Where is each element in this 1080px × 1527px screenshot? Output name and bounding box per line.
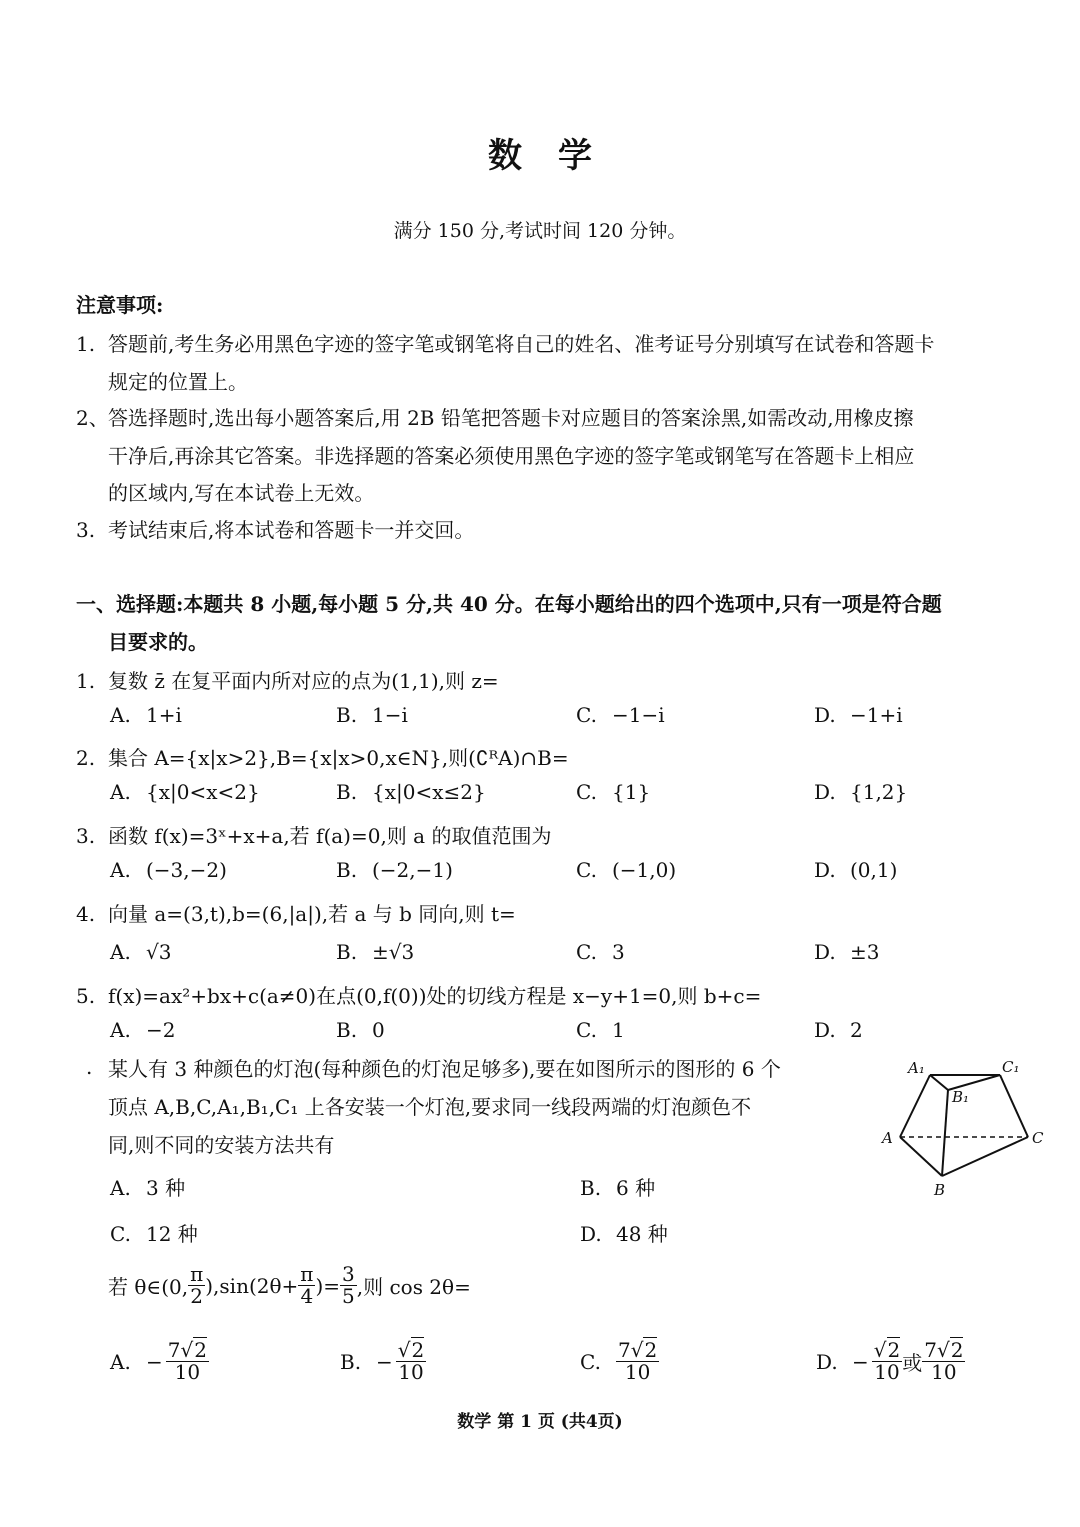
page-footer: 数学 第 1 页 (共4页) — [457, 1412, 623, 1432]
option-b: B. 1−i — [336, 703, 408, 727]
option-a: A. √3 — [110, 940, 172, 964]
question-number: 4. — [76, 902, 96, 926]
question-number: 1. — [76, 669, 96, 693]
vertex-label-c: C — [1032, 1129, 1044, 1147]
question-number: . — [86, 1055, 93, 1079]
option-a: A. 1+i — [110, 703, 182, 727]
notice-item-text: 考试结束后,将本试卷和答题卡一并交回。 — [108, 518, 475, 542]
notice-item-number: 1. — [76, 332, 96, 356]
question-5 — [76, 980, 761, 1009]
option-a: A. −2 — [110, 1018, 176, 1042]
edge-aa1 — [900, 1075, 930, 1137]
fraction-pi-over-4: $\frac{\pi}{4}$ — [300, 1262, 314, 1308]
edge-cc1 — [1000, 1075, 1028, 1137]
option-b: B. − $\frac{√2}{10}$ — [340, 1338, 425, 1384]
option-a: A. − $\frac{7√2}{10}$ — [110, 1338, 207, 1384]
option-a: A. 3 种 — [110, 1176, 186, 1200]
notice-item-text: 答题前,考生务必用黑色字迹的签字笔或钢笔将自己的姓名、准考证号分别填写在试卷和答题卡 — [108, 332, 935, 356]
option-d: D. (0,1) — [814, 858, 898, 882]
vertex-label-a: A — [882, 1129, 893, 1147]
question-1 — [76, 665, 499, 694]
notice-item-2 — [76, 402, 914, 431]
option-c: C. 1 — [576, 1018, 625, 1042]
option-b: B. ±√3 — [336, 940, 415, 964]
question-2 — [76, 742, 569, 771]
question-number: 2. — [76, 746, 96, 770]
notice-item-1 — [76, 328, 934, 357]
section-heading-cont: 目要求的。 — [108, 630, 208, 654]
vertex-label-b1: B₁ — [952, 1088, 970, 1106]
question-stem: 复数 z̄ 在复平面内所对应的点为(1,1),则 z= — [108, 669, 499, 693]
option-d: D. {1,2} — [814, 780, 908, 804]
edge-bc — [942, 1137, 1028, 1176]
vertex-label-b: B — [934, 1181, 946, 1199]
notice-item-number: 3. — [76, 518, 96, 542]
option-c: C. 3 — [576, 940, 625, 964]
option-c: C. 12 种 — [110, 1222, 198, 1246]
option-a: A. {x|0<x<2} — [110, 780, 260, 804]
question-7: 若 θ∈(0, $\frac{\pi}{2}$ ),sin(2θ+ $\frac{\pi}{4}$ )= $\frac{3}{5}$ ,则 cos 2θ= — [108, 1262, 471, 1308]
notice-item-1-cont: 规定的位置上。 — [108, 370, 248, 394]
question-stem: 向量 a=(3,t),b=(6,|a|),若 a 与 b 同向,则 t= — [108, 902, 516, 926]
option-c: C. −1−i — [576, 703, 665, 727]
question-4 — [76, 898, 516, 927]
notice-heading: 注意事项: — [76, 293, 164, 317]
notice-item-2-cont1: 干净后,再涂其它答案。非选择题的答案必须使用黑色字迹的签字笔或钢笔写在答题卡上相应 — [108, 444, 915, 468]
fraction-3-over-5: $\frac{3}{5}$ — [342, 1262, 355, 1308]
question-6-stem: 某人有 3 种颜色的灯泡(每种颜色的灯泡足够多),要在如图所示的图形的 6 个 顶点 A,B,C,A₁,B₁,C₁ 上各安装一个灯泡,要求同一线段两端的灯泡颜色不 同,则不同的安装方法共有 — [108, 1057, 781, 1157]
polyhedron-figure — [870, 1050, 1055, 1200]
option-d: D. 2 — [814, 1018, 863, 1042]
question-stem: 集合 A={x|x>2},B={x|x>0,x∈N},则(∁ᴿA)∩B= — [108, 746, 569, 770]
section-heading: 一、选择题:本题共 8 小题,每小题 5 分,共 40 分。在每小题给出的四个选项中,只有一项是符合题 — [76, 592, 942, 616]
option-b: B. 6 种 — [580, 1176, 656, 1200]
question-stem: 函数 f(x)=3ˣ+x+a,若 f(a)=0,则 a 的取值范围为 — [108, 824, 552, 848]
edge-ab — [900, 1137, 942, 1176]
option-d: D. − $\frac{√2}{10}$ 或 $\frac{7√2}{10}$ — [816, 1338, 964, 1384]
notice-item-2-cont2: 的区域内,写在本试卷上无效。 — [108, 481, 375, 505]
question-stem: f(x)=ax²+bx+c(a≠0)在点(0,f(0))处的切线方程是 x−y+1=0,则 b+c= — [108, 984, 762, 1008]
question-number: 5. — [76, 984, 96, 1008]
option-a: A. (−3,−2) — [110, 858, 227, 882]
option-b: B. 0 — [336, 1018, 385, 1042]
exam-info: 满分 150 分,考试时间 120 分钟。 — [393, 220, 687, 242]
edge-a1b1 — [930, 1075, 948, 1090]
notice-item-3 — [76, 514, 474, 543]
fraction-pi-over-2: $\frac{\pi}{2}$ — [190, 1262, 204, 1308]
option-c: C. {1} — [576, 780, 651, 804]
option-d: D. −1+i — [814, 703, 903, 727]
notice-item-number: 2、 — [76, 406, 109, 430]
option-b: B. {x|0<x≤2} — [336, 780, 486, 804]
option-b: B. (−2,−1) — [336, 858, 453, 882]
notice-item-text: 答选择题时,选出每小题答案后,用 2B 铅笔把答题卡对应题目的答案涂黑,如需改动,用橡皮擦 — [108, 406, 914, 430]
question-3 — [76, 820, 551, 849]
option-d: D. ±3 — [814, 940, 880, 964]
page-title: 数学 — [488, 136, 628, 176]
question-number: 3. — [76, 824, 96, 848]
vertex-label-a1: A₁ — [908, 1059, 925, 1077]
edge-bb1 — [942, 1090, 948, 1176]
option-c: C. (−1,0) — [576, 858, 677, 882]
option-c: C. $\frac{7√2}{10}$ — [580, 1338, 658, 1384]
vertex-label-c1: C₁ — [1002, 1058, 1020, 1076]
option-d: D. 48 种 — [580, 1222, 668, 1246]
